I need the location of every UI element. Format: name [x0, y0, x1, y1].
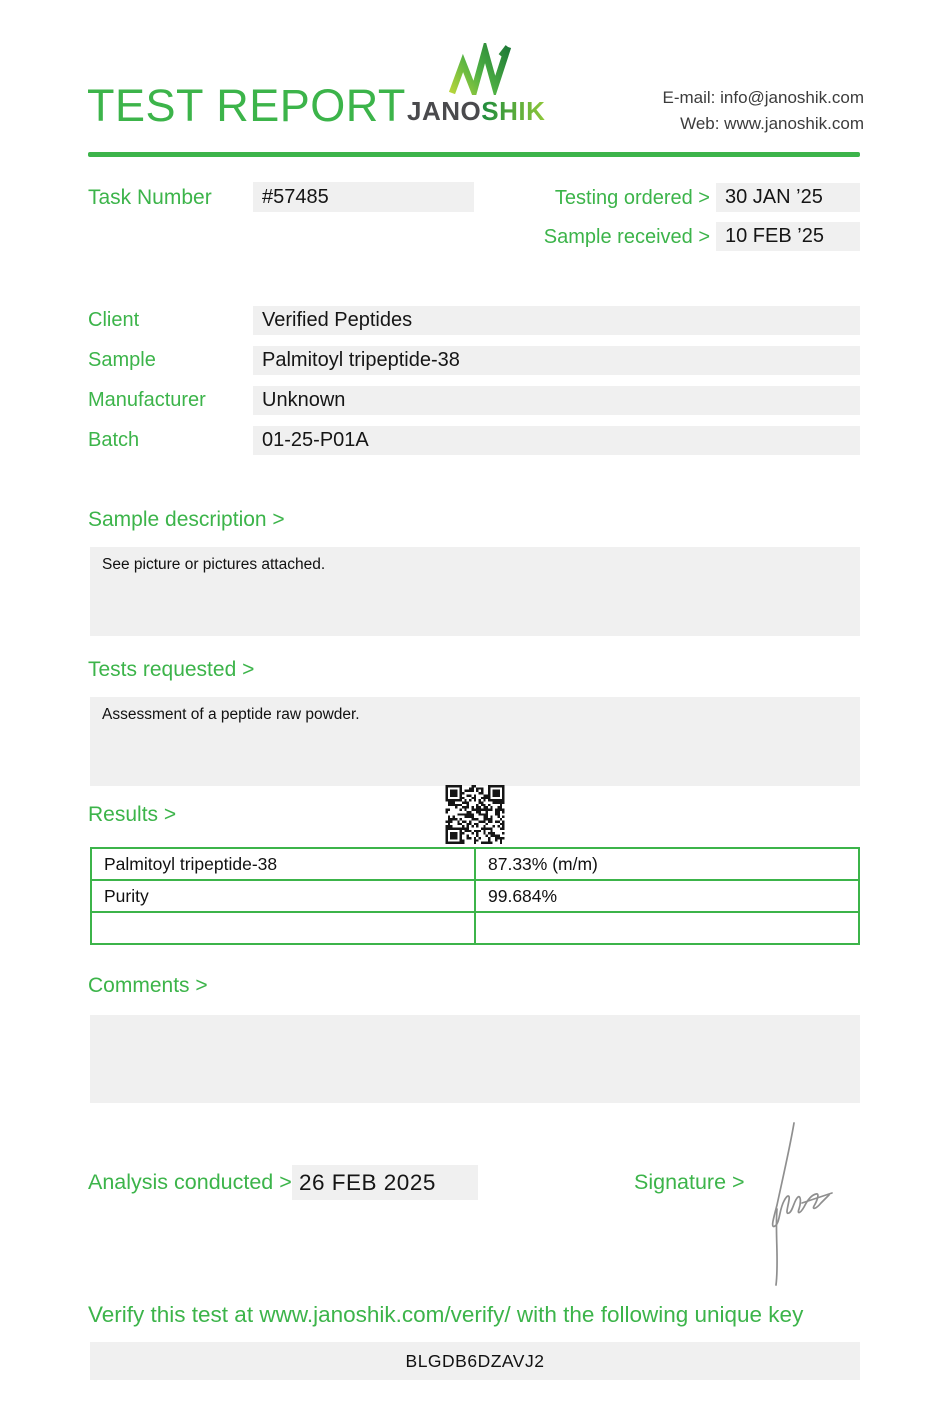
sample-label: Sample: [88, 349, 156, 371]
unique-key-box: [90, 1342, 860, 1380]
manufacturer-field: [253, 386, 860, 415]
tests-requested-box: [90, 697, 860, 786]
testing-ordered-value: 30 JAN ’25: [725, 186, 823, 208]
table-row: [91, 880, 859, 912]
analysis-date-field: [292, 1165, 478, 1200]
tests-requested-text: Assessment of a peptide raw powder.: [102, 706, 360, 723]
task-number-field: [253, 182, 474, 212]
result-value-cell: 99.684%: [475, 880, 859, 912]
task-number-value: #57485: [262, 186, 329, 208]
header-divider: [88, 152, 860, 157]
sample-received-label: Sample received >: [543, 226, 710, 248]
result-analyte-cell: Palmitoyl tripeptide-38: [91, 848, 475, 880]
results-heading: Results >: [88, 803, 177, 826]
result-value-cell: 87.33% (m/m): [475, 848, 859, 880]
manufacturer-value: Unknown: [262, 389, 346, 411]
client-field: [253, 306, 860, 335]
table-row: [91, 912, 859, 944]
batch-value: 01-25-P01A: [262, 429, 369, 451]
sample-value: Palmitoyl tripeptide-38: [262, 349, 460, 371]
table-row: [91, 848, 859, 880]
task-number-label: Task Number: [88, 186, 212, 209]
comments-box: [90, 1015, 860, 1103]
signature-handwriting: [752, 1113, 864, 1291]
manufacturer-label: Manufacturer: [88, 389, 206, 411]
testing-ordered-label: Testing ordered >: [554, 187, 710, 209]
contact-web: Web: www.janoshik.com: [680, 113, 864, 133]
sample-description-heading: Sample description >: [88, 508, 285, 531]
logo-text-shik: SHIK: [481, 96, 546, 126]
comments-heading: Comments >: [88, 974, 208, 997]
janoshik-logo: [407, 96, 547, 127]
sample-description-text: See picture or pictures attached.: [102, 556, 326, 573]
contact-email: E-mail: info@janoshik.com: [662, 88, 864, 107]
growth-chart-icon: [446, 43, 516, 95]
result-analyte-cell: [91, 912, 475, 944]
verify-instruction: Verify this test at www.janoshik.com/verify/ with the following unique key: [88, 1302, 804, 1327]
batch-label: Batch: [88, 429, 140, 451]
testing-ordered-field: [716, 183, 860, 212]
sample-description-box: [90, 547, 860, 636]
result-analyte-cell: Purity: [91, 880, 475, 912]
batch-field: [253, 426, 860, 455]
results-table: [90, 847, 860, 945]
contact-info: [663, 85, 865, 136]
client-label: Client: [88, 309, 140, 331]
signature-label: Signature >: [634, 1170, 745, 1194]
analysis-conducted-label: Analysis conducted >: [88, 1170, 292, 1194]
sample-received-field: [716, 222, 860, 251]
qr-code: [444, 785, 506, 844]
tests-requested-heading: Tests requested >: [88, 658, 255, 681]
unique-key-value: BLGDB6DZAVJ2: [405, 1351, 545, 1371]
analysis-date-value: 26 FEB 2025: [299, 1170, 436, 1195]
result-value-cell: [475, 912, 859, 944]
sample-field: [253, 346, 860, 375]
logo-text-jano: JANO: [407, 96, 482, 126]
client-value: Verified Peptides: [262, 309, 413, 331]
sample-received-value: 10 FEB ’25: [725, 225, 824, 247]
page-title: TEST REPORT: [87, 80, 406, 131]
